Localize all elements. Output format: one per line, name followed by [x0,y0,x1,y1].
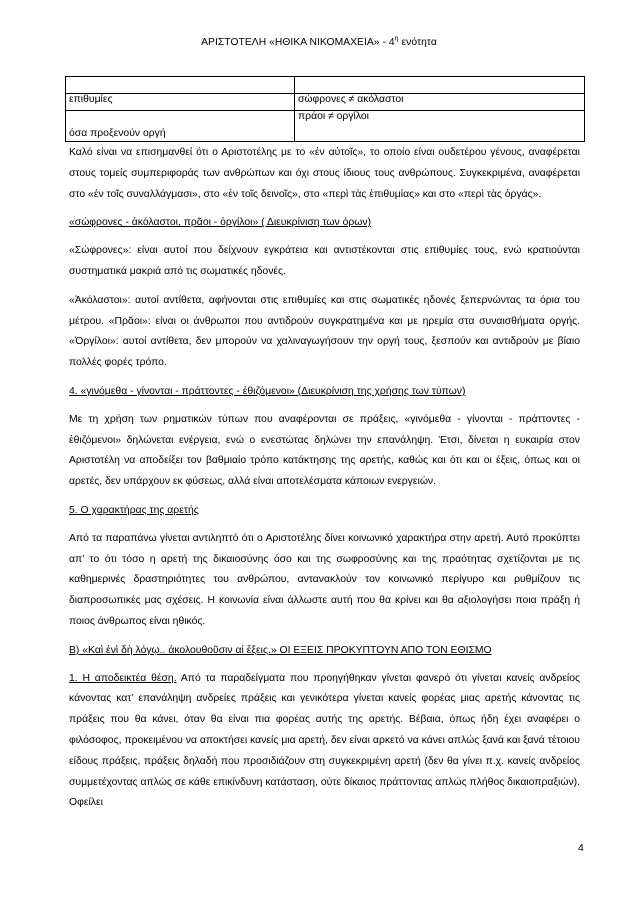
paragraph-body: Από τα παραδείγματα που προηγήθηκαν γίνεται φανερό ότι γίνεται κανείς ανδρείος κάνοντας κατ’ επανάληψη ανδρείες πράξεις και γενικότερα γίνεται κανείς φορέας μιας αρετής κάνοντας τις πράξεις που θα κάνει, όταν θα είναι πια φορέας αυτής της αρετής. Βέβαια, όπως ήδη έχει αναφέρει ο φιλόσοφος, προκειμένου να αποκτήσει κανείς μια αρετή, δεν είναι αρκετό να κάνει απλώς ξανά και ξανά τέτοιου είδους πράξεις, πράξεις δηλαδή που προσιδιάζουν στη συγκεκριμένη αρετή (δεν θα γίνει π.χ. κανείς ανδρείος συμμετέχοντας απλώς σε κάθε επικίνδυνη κατάσταση, ούτε δίκαιος πράττοντας απλώς πλήθος δικαιοπραξιών). Οφείλει [69,672,580,809]
paragraph: «Ἀκόλαστοι»: αυτοί αντίθετα, αφήνονται στις επιθυμίες και στις σωματικές ηδονές ξεπερνώντας τα όρια του μέτρου. «Πρᾶοι»: είναι οι άνθρωποι που αντιδρούν συγκρατημένα και με ηρεμία στα συναισθήματα οργής. «Ὀργίλοι»: αυτοί αντίθετα, δεν μπορούν να χαλιναγωγήσουν την οργή τους, ξεσπούν και αντιδρούν με βίαιο πολλές φορές τρόπο. [69,294,580,369]
paragraph [69,669,580,815]
table-row [66,77,585,94]
table-cell [295,77,585,94]
body-text [69,143,580,822]
table-cell: επιθυμίες [66,94,295,111]
section-heading: 4. «γινόμεθα - γίνονται - πράττοντες - ἐθιζόμενοι» (Διευκρίνιση της χρήσης των τύπων) [69,385,466,397]
table-row [66,111,585,142]
section-heading: «σώφρονες - ἀκόλαστοι, πρᾶοι - ὀργίλοι» ( Διευκρίνιση των όρων) [69,217,372,229]
section-heading: 5. Ο χαρακτήρας της αρετής [69,504,199,516]
paragraph: «Σώφρονες»: είναι αυτοί που δείχνουν εγκράτεια και αντιστέκονται στις επιθυμίες τους, ενώ κρατιούνται συστηματικά μακριά από τις σωματικές ηδονές. [69,245,580,277]
table-row [66,94,585,111]
header-superscript: η [394,35,399,43]
table-cell [66,77,295,94]
header-suffix: ενότητα [398,37,437,48]
comparison-table [65,76,585,142]
paragraph-lead: 1. Η αποδεικτέα θέση. [69,672,177,684]
table-cell: πράοι ≠ οργίλοι [295,111,585,142]
paragraph: Με τη χρήση των ρηματικών τύπων που αναφέρονται σε πράξεις, «γινόμεθα - γίνονται - πράττοντες - ἐθιζόμενοι» δηλώνεται ενέργεια, ενώ ο ενεστώτας δηλώνει την επανάληψη. Έτσι, δίνεται η ευκαιρία στον Αριστοτέλη να αποδείξει τον βαθμιαίο τρόπο κατάκτησης της αρετής, καθώς και ότι και οι έξεις, όπως και οι αρετές, δεν υπάρχουν εκ φύσεως, αλλά είναι αποτελέσματα κάποιων ενεργειών. [69,413,580,488]
paragraph: Καλό είναι να επισημανθεί ότι ο Αριστοτέλης με το «ἐν αὐτοῖς», το οποίο είναι ουδετέρου γένους, αναφέρεται στους τομείς συμπεριφοράς των ανθρώπων και όχι στους ίδιους τους ανθρώπους. Συγκεκριμένα, αναφέρεται στο «ἐν τοῖς συναλλάγμασι», στο «ἐν τοῖς δεινοῖς», στο «περὶ τὰς ἐπιθυμίας» και στο «περὶ τὰς ὀργάς». [69,147,580,200]
table-cell: όσα προξενούν οργή [66,111,295,142]
section-heading: Β) «Καὶ ἑνὶ δὴ λόγῳ.. ἀκολουθοῦσιν αἱ ἕξεις.» ΟΙ ΕΞΕΙΣ ΠΡΟΚΥΠΤΟΥΝ ΑΠΟ ΤΟΝ ΕΘΙΣΜΟ [69,644,492,656]
running-header [0,37,638,48]
header-title: ΑΡΙΣΤΟΤΕΛΗ «ΗΘΙΚΑ ΝΙΚΟΜΑΧΕΙΑ» - 4 [201,37,395,48]
paragraph: Από τα παραπάνω γίνεται αντιληπτό ότι ο Αριστοτέλης δίνει κοινωνικό χαρακτήρα στην αρετή. Αυτό προκύπτει απ’ το ότι τόσο η αρετή της δικαιοσύνης όσο και της σωφροσύνης και της πραότητας σχετίζονται με τις καθημερινές δραστηριότητες του ανθρώπου, αντανακλούν τον κοινωνικό περίγυρο και ρυθμίζουν τις διαπροσωπικές μας σχέσεις. Η κοινωνία είναι άλλωστε αυτή που θα κρίνει και θα αξιολογήσει ποια πράξη ή ποιος άνθρωπος είναι ηθικός. [69,532,580,627]
page-number: 4 [578,843,584,854]
table-cell: σώφρονες ≠ ακόλαστοι [295,94,585,111]
